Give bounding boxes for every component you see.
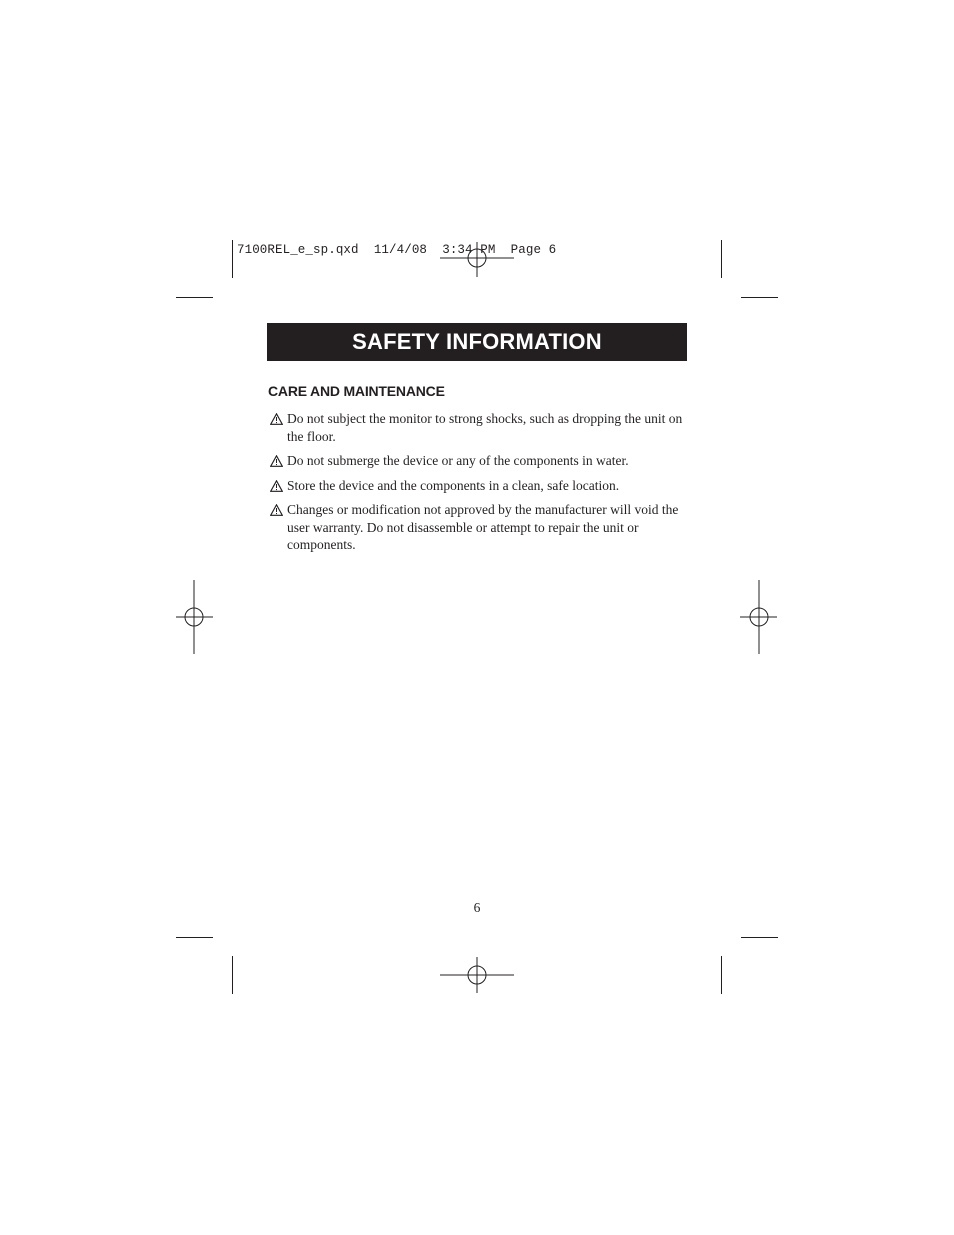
page-number: 6 <box>473 900 481 915</box>
crop-mark-top-left-vertical <box>232 240 233 278</box>
crop-mark-top-left-horizontal <box>176 297 213 298</box>
safety-information-banner <box>267 323 687 361</box>
crop-mark-top-right-vertical <box>721 240 722 278</box>
registration-mark-bottom-icon <box>440 957 516 995</box>
crop-mark-bottom-left-horizontal <box>176 937 213 938</box>
registration-mark-left-icon <box>176 580 214 656</box>
banner-title: SAFETY INFORMATION <box>352 329 602 354</box>
crop-mark-bottom-left-vertical <box>232 956 233 994</box>
warning-triangle-icon <box>270 455 283 467</box>
warning-triangle-icon <box>270 413 283 425</box>
section-heading: CARE AND MAINTENANCE <box>268 383 445 399</box>
crop-mark-bottom-right-vertical <box>721 956 722 994</box>
warning-triangle-icon <box>270 504 283 516</box>
warning-triangle-icon <box>270 480 283 492</box>
list-item-text: Changes or modification not approved by the manufacturer will void the user warranty. Do not disassemble or attempt to repair the unit or components. <box>287 502 679 552</box>
registration-mark-top-icon <box>440 240 516 278</box>
crop-mark-bottom-right-horizontal <box>741 937 778 938</box>
list-item <box>270 410 690 445</box>
list-item-text: Do not subject the monitor to strong shocks, such as dropping the unit on the floor. <box>287 411 683 444</box>
list-item <box>270 477 690 495</box>
list-item-text: Store the device and the components in a clean, safe location. <box>287 477 620 493</box>
crop-mark-top-right-horizontal <box>741 297 778 298</box>
registration-mark-right-icon <box>740 580 778 656</box>
print-slug: 7100REL_e_sp.qxd 11/4/08 3:34 PM Page 6 <box>237 243 557 257</box>
list-item <box>270 501 690 554</box>
list-item-text: Do not submerge the device or any of the components in water. <box>287 453 629 468</box>
care-maintenance-list <box>270 410 690 561</box>
list-item <box>270 452 690 470</box>
